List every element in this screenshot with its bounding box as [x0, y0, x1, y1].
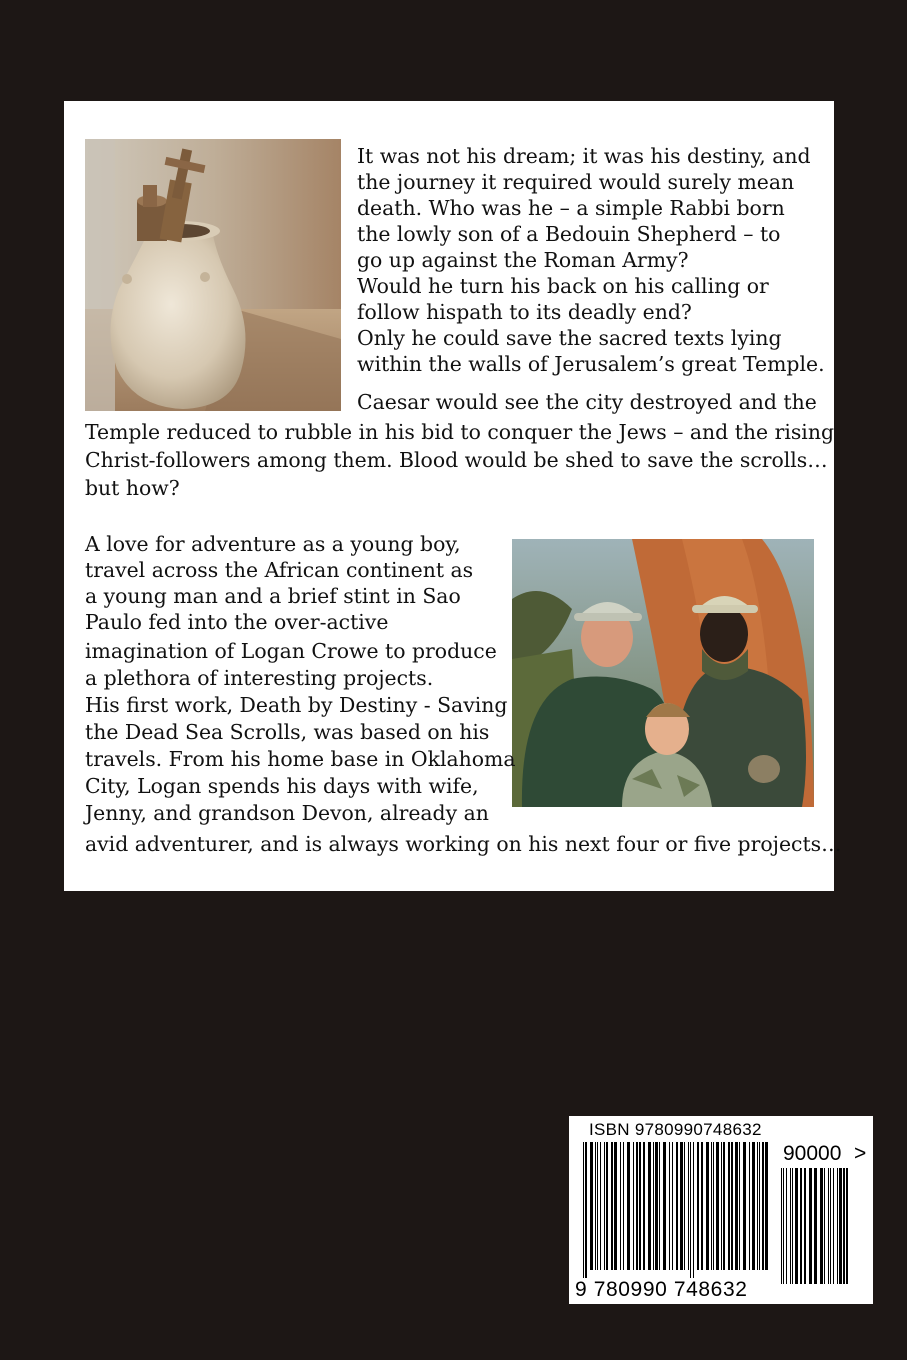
bio-line: travel across the African continent as	[85, 558, 474, 582]
barcode-bar	[713, 1142, 714, 1270]
synopsis-line: Christ-followers among them. Blood would be shed to save the scrolls…	[85, 448, 828, 472]
barcode-bar	[759, 1142, 760, 1270]
synopsis-line: go up against the Roman Army?	[357, 248, 689, 272]
barcode-bar	[697, 1142, 699, 1270]
barcode-bar	[786, 1168, 787, 1284]
isbn-barcode	[569, 1116, 873, 1304]
barcode-bar	[765, 1142, 768, 1270]
barcode-bar	[814, 1168, 817, 1284]
barcode-bar	[735, 1142, 738, 1270]
barcode-bar	[828, 1168, 829, 1284]
barcode-bar	[723, 1142, 725, 1270]
barcode-bar	[781, 1168, 782, 1284]
bio-line: travels. From his home base in Oklahoma	[85, 747, 516, 771]
barcode-bar	[739, 1142, 740, 1270]
barcode-bar	[804, 1168, 806, 1284]
barcode-bar	[663, 1142, 666, 1270]
barcode-bar	[690, 1142, 691, 1280]
synopsis-line: death. Who was he – a simple Rabbi born	[357, 196, 785, 220]
synopsis-line: the lowly son of a Bedouin Shepherd – to	[357, 222, 781, 246]
barcode-bar	[643, 1142, 645, 1270]
barcode-bar	[600, 1142, 601, 1270]
barcode-bar	[583, 1142, 584, 1280]
price-arrow: >	[854, 1142, 867, 1165]
bio-line: His first work, Death by Destiny - Saving	[85, 693, 508, 717]
barcode-bar	[672, 1142, 673, 1270]
barcode-bar	[595, 1142, 596, 1270]
barcode-bar	[597, 1142, 598, 1270]
bio-line: City, Logan spends his days with wife,	[85, 774, 479, 798]
bio-line: Jenny, and grandson Devon, already an	[85, 801, 489, 825]
synopsis-line: but how?	[85, 476, 180, 500]
barcode-bar	[648, 1142, 651, 1270]
barcode-digits: 9 780990 748632	[575, 1278, 748, 1301]
barcode-bar	[731, 1142, 733, 1270]
author-family-photo	[512, 539, 814, 807]
bio-line: Paulo fed into the over-active	[85, 610, 389, 634]
barcode-bar	[839, 1168, 842, 1284]
barcode-bar	[843, 1168, 845, 1284]
synopsis-line: follow hispath to its deadly end?	[357, 300, 692, 324]
addon-barcode-bars	[781, 1168, 851, 1294]
barcode-bars	[583, 1142, 771, 1280]
barcode-bar	[693, 1142, 694, 1280]
bio-line: a young man and a brief stint in Sao	[85, 584, 461, 608]
synopsis-line: Would he turn his back on his calling or	[357, 274, 769, 298]
barcode-bar	[633, 1142, 634, 1270]
synopsis-line: It was not his dream; it was his destiny, and	[357, 144, 811, 168]
barcode-bar	[585, 1142, 587, 1280]
barcode-bar	[627, 1142, 630, 1270]
barcode-bar	[676, 1142, 678, 1270]
barcode-bar	[636, 1142, 638, 1270]
barcode-bar	[846, 1168, 848, 1284]
barcode-bar	[762, 1142, 764, 1270]
barcode-bar	[757, 1142, 758, 1270]
barcode-bar	[659, 1142, 660, 1270]
barcode-bar	[749, 1142, 750, 1270]
barcode-bar	[590, 1142, 593, 1270]
synopsis-line: Temple reduced to rubble in his bid to conquer the Jews – and the rising	[85, 420, 835, 444]
barcode-bar	[833, 1168, 834, 1284]
barcode-bar	[792, 1168, 793, 1284]
synopsis-line: the journey it required would surely mean	[357, 170, 795, 194]
barcode-bar	[620, 1142, 621, 1270]
bio-line: A love for adventure as a young boy,	[85, 532, 461, 556]
barcode-bar	[837, 1168, 838, 1284]
barcode-bar	[655, 1142, 658, 1270]
barcode-bar	[680, 1142, 683, 1270]
synopsis-line: Only he could save the sacred texts lying	[357, 326, 782, 350]
barcode-bar	[795, 1168, 798, 1284]
barcode-bar	[716, 1142, 719, 1270]
barcode-bar	[614, 1142, 617, 1270]
barcode-bar	[706, 1142, 709, 1270]
barcode-bar	[623, 1142, 624, 1270]
barcode-bar	[824, 1168, 825, 1284]
barcode-bar	[604, 1142, 605, 1270]
barcode-bar	[653, 1142, 654, 1270]
barcode-bar	[790, 1168, 791, 1284]
isbn-label: ISBN 9780990748632	[589, 1120, 762, 1139]
barcode-bar	[728, 1142, 730, 1270]
barcode-bar	[688, 1142, 689, 1270]
bio-line: a plethora of interesting projects.	[85, 666, 434, 690]
barcode-bar	[809, 1168, 812, 1284]
barcode-bar	[606, 1142, 608, 1270]
barcode-bar	[669, 1142, 670, 1270]
barcode-bar	[721, 1142, 722, 1270]
barcode-bar	[820, 1168, 823, 1284]
back-cover-panel	[64, 101, 842, 891]
synopsis-line: within the walls of Jerusalem’s great Temple.	[357, 352, 825, 376]
bio-line: imagination of Logan Crowe to produce	[85, 639, 497, 663]
barcode-bar	[611, 1142, 613, 1270]
barcode-bar	[639, 1142, 641, 1270]
barcode-bar	[684, 1142, 685, 1270]
barcode-bar	[701, 1142, 703, 1270]
barcode-bar	[743, 1142, 746, 1270]
synopsis-line: Caesar would see the city destroyed and the	[357, 390, 817, 414]
price-code: 90000	[783, 1142, 842, 1165]
barcode-bar	[711, 1142, 712, 1270]
bio-line: avid adventurer, and is always working on his next four or five projects…	[85, 832, 842, 856]
barcode-bar	[800, 1168, 802, 1284]
bio-line: the Dead Sea Scrolls, was based on his	[85, 720, 490, 744]
barcode-bar	[830, 1168, 831, 1284]
clay-jar-photo	[85, 139, 341, 411]
barcode-bar	[783, 1168, 784, 1284]
barcode-bar	[752, 1142, 755, 1270]
